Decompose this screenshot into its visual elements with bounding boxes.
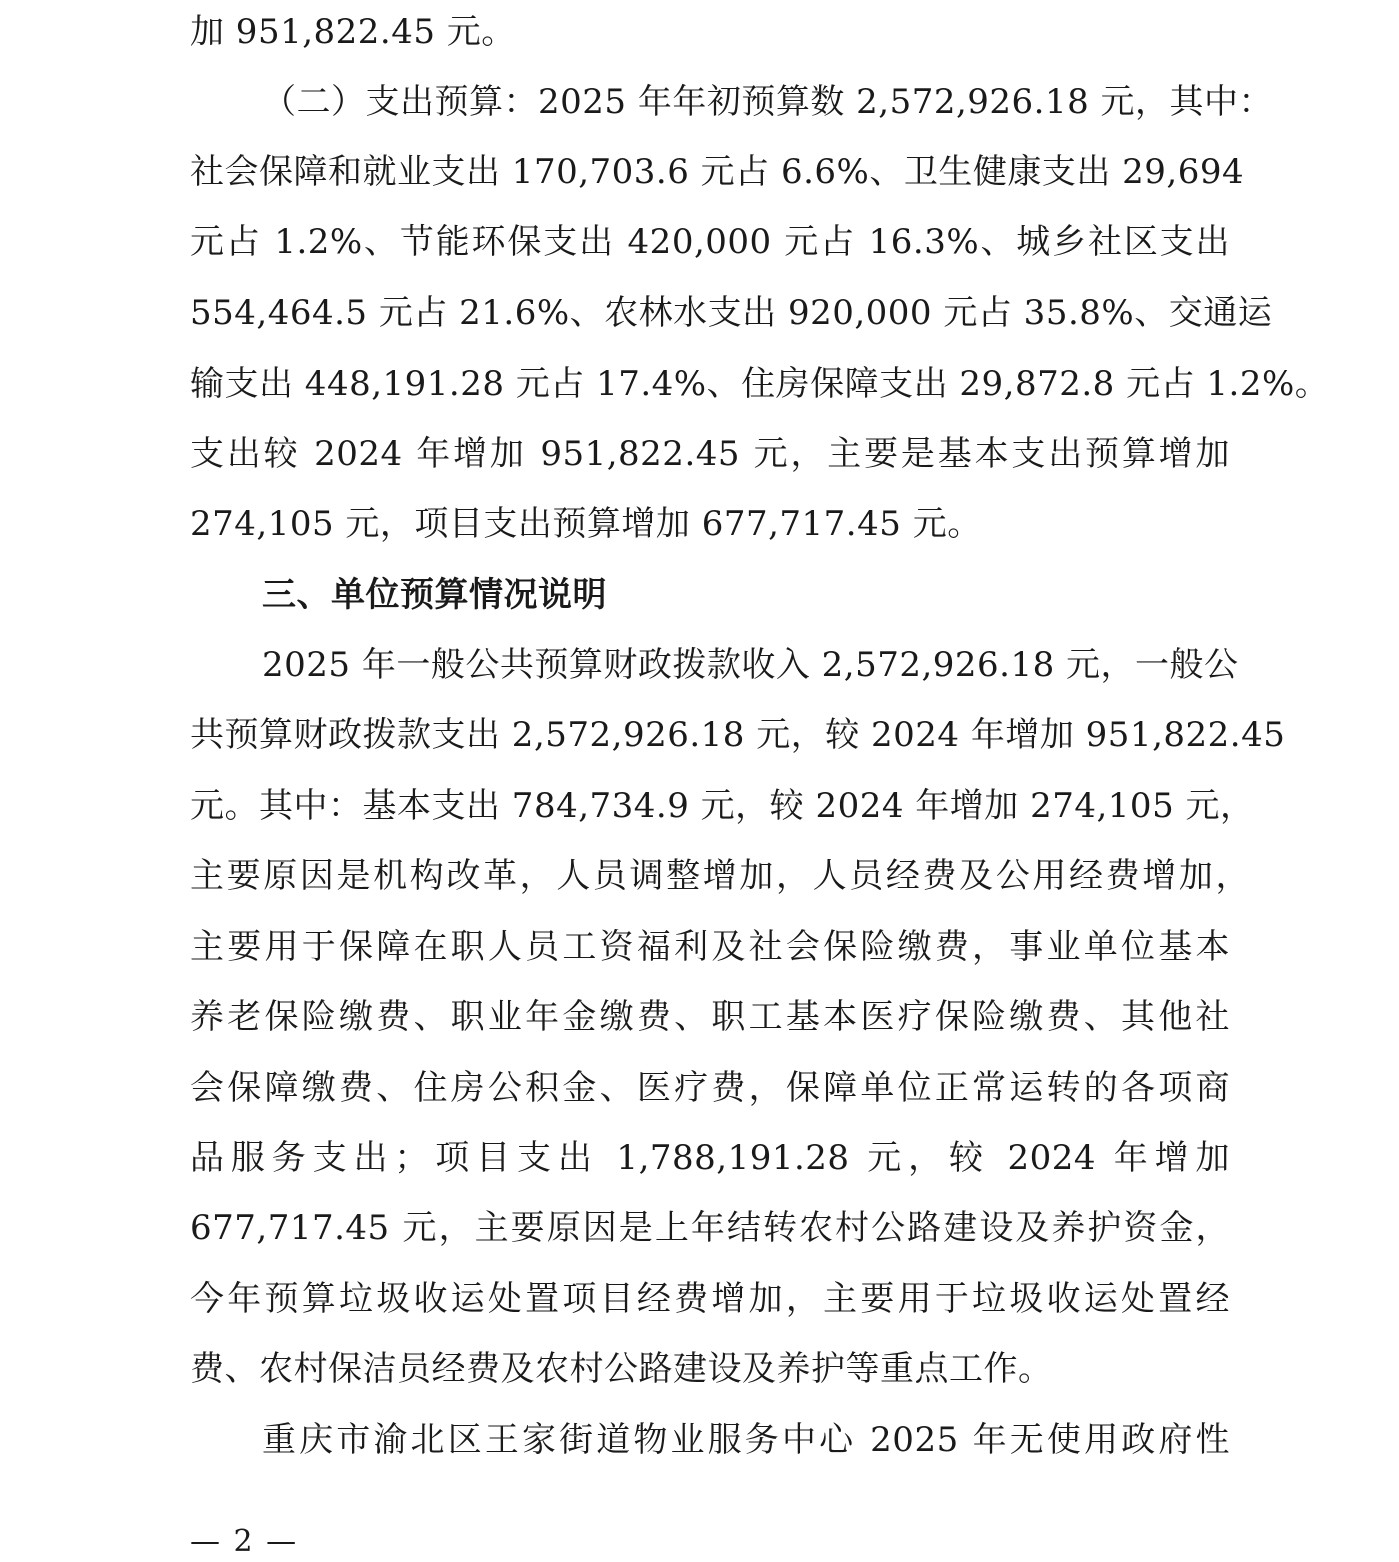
paragraph-line: 274,105 元，项目支出预算增加 677,717.45 元。 bbox=[190, 504, 982, 544]
paragraph-line: 主要用于保障在职人员工资福利及社会保险缴费，事业单位基本 bbox=[190, 927, 1230, 967]
paragraph-line: （二）支出预算：2025 年年初预算数 2,572,926.18 元，其中： bbox=[262, 82, 1274, 122]
paragraph-line: 支出较 2024 年增加 951,822.45 元，主要是基本支出预算增加 bbox=[190, 434, 1230, 474]
paragraph-line: 元。其中：基本支出 784,734.9 元，较 2024 年增加 274,105 元， bbox=[190, 786, 1255, 826]
paragraph-line: 重庆市渝北区王家街道物业服务中心 2025 年无使用政府性 bbox=[262, 1420, 1230, 1460]
page-number: — 2 — bbox=[190, 1524, 299, 1559]
paragraph-line: 加 951,822.45 元。 bbox=[190, 12, 516, 52]
paragraph-line: 社会保障和就业支出 170,703.6 元占 6.6%、卫生健康支出 29,694 bbox=[190, 152, 1245, 192]
paragraph-line: 共预算财政拨款支出 2,572,926.18 元，较 2024 年增加 951,822.45 bbox=[190, 715, 1286, 755]
paragraph-line: 费、农村保洁员经费及农村公路建设及养护等重点工作。 bbox=[190, 1349, 1053, 1389]
paragraph-line: 2025 年一般公共预算财政拨款收入 2,572,926.18 元，一般公 bbox=[262, 645, 1239, 685]
paragraph-line: 元占 1.2%、节能环保支出 420,000 元占 16.3%、城乡社区支出 bbox=[190, 222, 1230, 262]
paragraph-line: 品服务支出；项目支出 1,788,191.28 元，较 2024 年增加 bbox=[190, 1138, 1230, 1178]
paragraph-line: 会保障缴费、住房公积金、医疗费，保障单位正常运转的各项商 bbox=[190, 1068, 1230, 1108]
paragraph-line: 输支出 448,191.28 元占 17.4%、住房保障支出 29,872.8 元占 1.2%。 bbox=[190, 364, 1330, 404]
section-heading: 三、单位预算情况说明 bbox=[262, 575, 607, 615]
paragraph-line: 主要原因是机构改革，人员调整增加，人员经费及公用经费增加， bbox=[190, 856, 1250, 896]
paragraph-line: 677,717.45 元，主要原因是上年结转农村公路建设及养护资金， bbox=[190, 1208, 1230, 1248]
paragraph-line: 今年预算垃圾收运处置项目经费增加，主要用于垃圾收运处置经 bbox=[190, 1279, 1230, 1319]
paragraph-line: 554,464.5 元占 21.6%、农林水支出 920,000 元占 35.8%、交通运 bbox=[190, 293, 1273, 333]
paragraph-line: 养老保险缴费、职业年金缴费、职工基本医疗保险缴费、其他社 bbox=[190, 997, 1230, 1037]
